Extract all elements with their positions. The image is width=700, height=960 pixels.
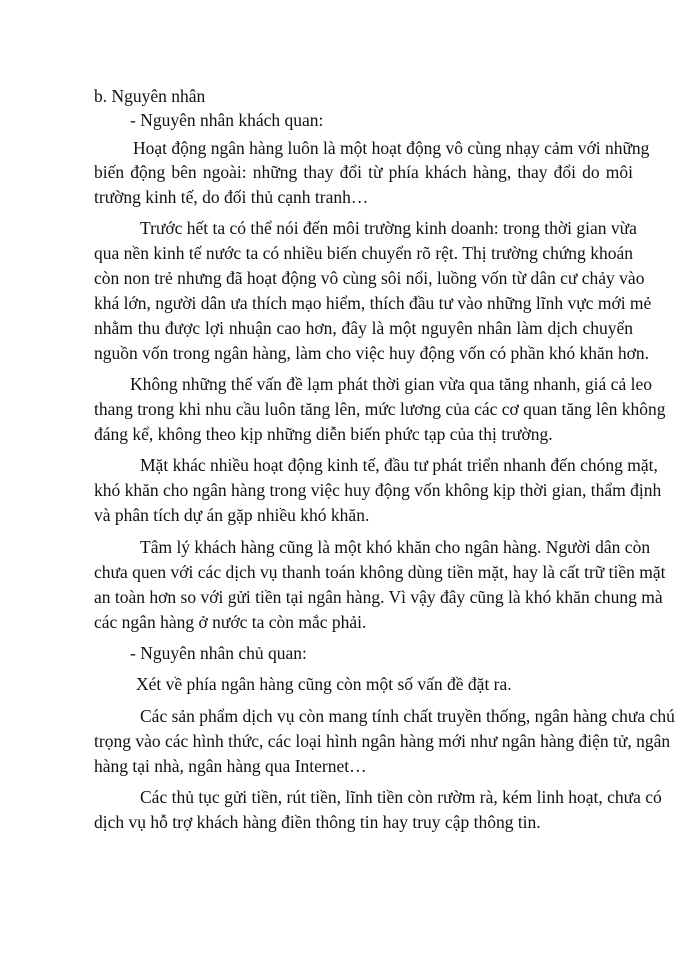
paragraph-3-line: Không những thế vấn đề lạm phát thời gian vừa qua tăng nhanh, giá cả leo	[130, 374, 652, 394]
paragraph-7-line: Các sản phẩm dịch vụ còn mang tính chất truyền thống, ngân hàng chưa chú	[140, 706, 675, 726]
paragraph-2-line: Trước hết ta có thể nói đến môi trường kinh doanh: trong thời gian vừa	[140, 218, 637, 238]
paragraph-5-line: các ngân hàng ở nước ta còn mắc phải.	[94, 612, 367, 632]
paragraph-2-line: còn non trẻ nhưng đã hoạt động vô cùng sôi nổi, luồng vốn từ dân cư chảy vào	[94, 268, 645, 288]
paragraph-2-line: nguồn vốn trong ngân hàng, làm cho việc huy động vốn có phần khó khăn hơn.	[94, 343, 650, 363]
objective-causes-title: - Nguyên nhân khách quan:	[130, 110, 324, 130]
paragraph-1-line: Hoạt động ngân hàng luôn là một hoạt động vô cùng nhạy cảm với những	[133, 138, 650, 158]
paragraph-5-line: Tâm lý khách hàng cũng là một khó khăn cho ngân hàng. Người dân còn	[140, 537, 651, 557]
paragraph-3-line: thang trong khi nhu cầu luôn tăng lên, mức lương của các cơ quan tăng lên không	[94, 399, 666, 419]
paragraph-4-line: và phân tích dự án gặp nhiều khó khăn.	[94, 505, 370, 525]
paragraph-5-line: an toàn hơn so với gửi tiền tại ngân hàng. Vì vậy đây cũng là khó khăn chung mà	[94, 587, 663, 607]
paragraph-8-line: dịch vụ hỗ trợ khách hàng điền thông tin hay truy cập thông tin.	[94, 812, 541, 832]
paragraph-1-line: trường kinh tế, do đối thủ cạnh tranh…	[94, 187, 369, 207]
subjective-causes-title: - Nguyên nhân chủ quan:	[130, 643, 307, 663]
paragraph-4-line: Mặt khác nhiều hoạt động kinh tế, đầu tư phát triển nhanh đến chóng mặt,	[140, 455, 658, 475]
paragraph-3-line: đáng kể, không theo kịp những diễn biến phức tạp của thị trường.	[94, 424, 553, 444]
paragraph-2-line: qua nền kinh tế nước ta có nhiều biến chuyển rõ rệt. Thị trường chứng khoán	[94, 243, 633, 263]
paragraph-5-line: chưa quen với các dịch vụ thanh toán không dùng tiền mặt, hay là cất trữ tiền mặt	[94, 562, 666, 582]
paragraph-7-line: trọng vào các hình thức, các loại hình ngân hàng mới như ngân hàng điện tử, ngân	[94, 731, 671, 751]
paragraph-1-line: biến động bên ngoài: những thay đổi từ phía khách hàng, thay đổi do môi	[94, 162, 633, 182]
paragraph-8-line: Các thủ tục gửi tiền, rút tiền, lĩnh tiền còn rườm rà, kém linh hoạt, chưa có	[140, 787, 662, 807]
paragraph-2-line: khá lớn, người dân ưa thích mạo hiểm, thích đầu tư vào những lĩnh vực mới mẻ	[94, 293, 652, 313]
paragraph-4-line: khó khăn cho ngân hàng trong việc huy động vốn không kịp thời gian, thẩm định	[94, 480, 662, 500]
paragraph-2-line: nhằm thu được lợi nhuận cao hơn, đây là một nguyên nhân làm dịch chuyển	[94, 318, 633, 338]
paragraph-7-line: hàng tại nhà, ngân hàng qua Internet…	[94, 756, 367, 776]
paragraph-6-line: Xét về phía ngân hàng cũng còn một số vấn đề đặt ra.	[136, 674, 512, 694]
section-heading: b. Nguyên nhân	[94, 86, 206, 106]
